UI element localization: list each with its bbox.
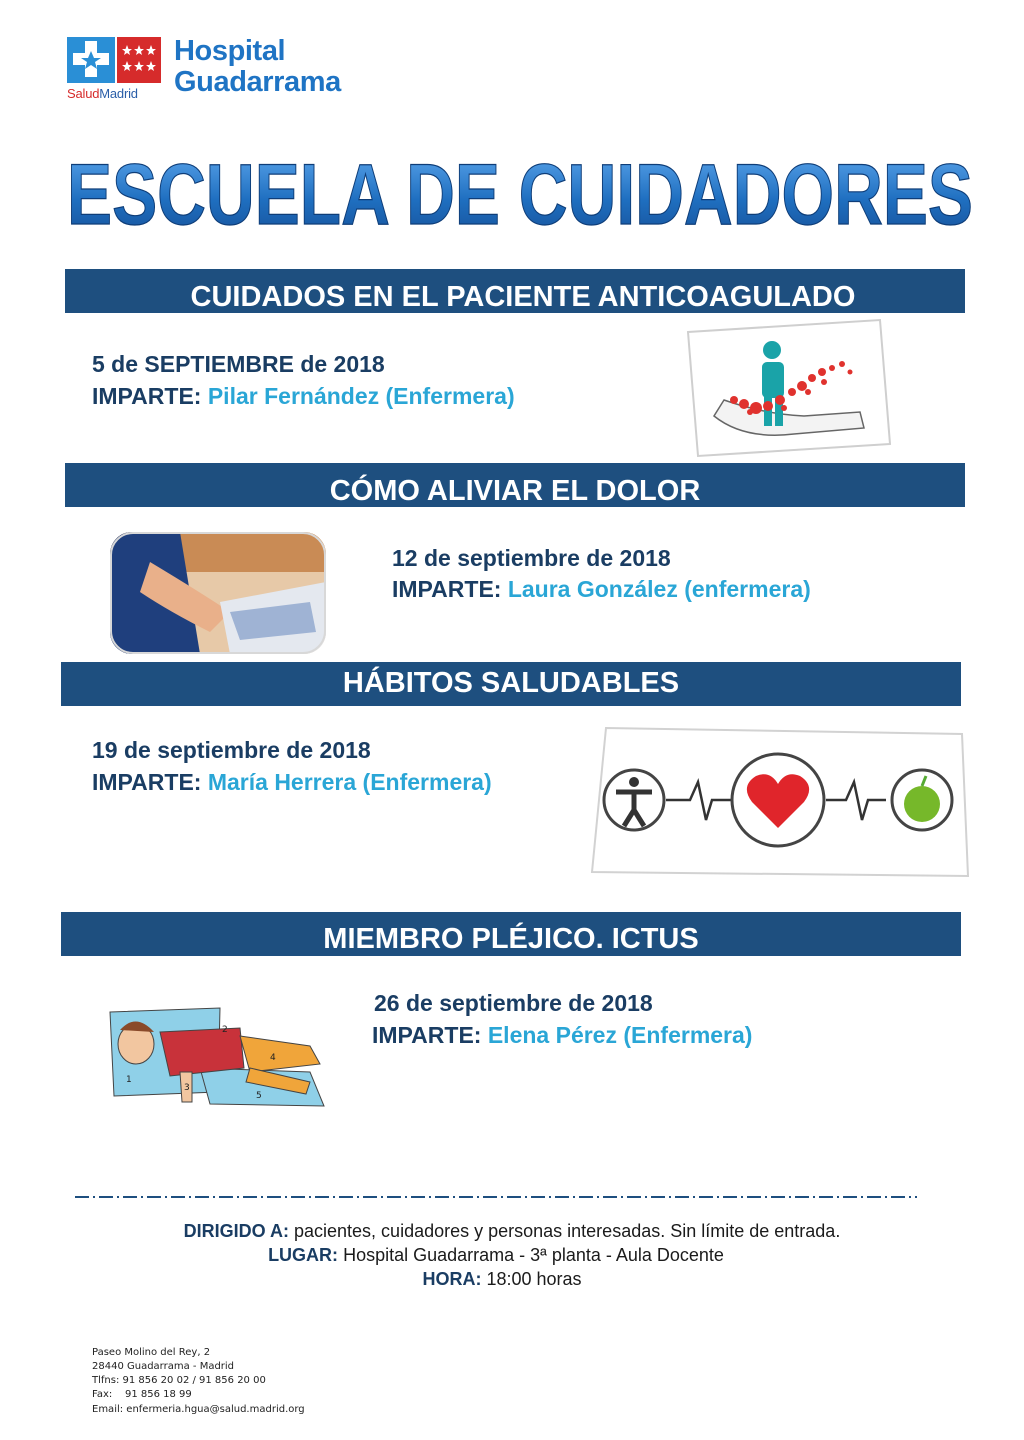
session-speaker: IMPARTE: Pilar Fernández (Enfermera) [92, 383, 515, 409]
anticoagulant-illustration [684, 316, 894, 458]
session-date: 12 de septiembre de 2018 [392, 545, 671, 571]
session-speaker: IMPARTE: María Herrera (Enfermera) [92, 769, 492, 795]
pain-relief-photo [110, 532, 326, 654]
session-date: 5 de SEPTIEMBRE de 2018 [92, 351, 385, 377]
session-date: 26 de septiembre de 2018 [374, 990, 653, 1016]
email-line: Email: enfermeria.hgua@salud.madrid.org [92, 1404, 305, 1415]
time-line: HORA: 18:00 horas [422, 1269, 582, 1289]
dashed-separator [75, 1194, 917, 1200]
section-heading: CÓMO ALIVIAR EL DOLOR [65, 463, 965, 507]
section-heading: CUIDADOS EN EL PACIENTE ANTICOAGULADO [65, 269, 965, 313]
svg-text:5: 5 [256, 1091, 262, 1101]
location-line: LUGAR: Hospital Guadarrama - 3ª planta - Aula Docente [268, 1245, 724, 1265]
hospital-name: Hospital Guadarrama [174, 35, 341, 98]
page-title [0, 132, 1024, 236]
healthy-habits-illustration [590, 724, 970, 880]
salud-madrid-logo [67, 37, 161, 83]
svg-text:2: 2 [222, 1025, 228, 1035]
section-heading: MIEMBRO PLÉJICO. ICTUS [61, 912, 961, 956]
svg-text:1: 1 [126, 1075, 132, 1085]
session-date: 19 de septiembre de 2018 [92, 737, 371, 763]
hemiplegic-positioning-illustration [100, 972, 346, 1138]
svg-text:3: 3 [184, 1083, 190, 1093]
svg-text:ESCUELA DE CUIDADORES: ESCUELA DE CUIDADORES [67, 147, 973, 236]
audience-line: DIRIGIDO A: pacientes, cuidadores y personas interesadas. Sin límite de entrada. [183, 1221, 841, 1241]
svg-text:4: 4 [270, 1053, 276, 1063]
fax-line: Fax: 91 856 18 99 [92, 1389, 192, 1400]
address-line: 28440 Guadarrama - Madrid [92, 1361, 235, 1372]
session-speaker: IMPARTE: Elena Pérez (Enfermera) [372, 1022, 753, 1048]
session-speaker: IMPARTE: Laura González (enfermera) [392, 576, 811, 602]
brand-label: SaludMadrid [67, 86, 138, 101]
address-line: Paseo Molino del Rey, 2 [92, 1347, 211, 1358]
section-heading: HÁBITOS SALUDABLES [61, 662, 961, 706]
phone-line: Tlfns: 91 856 20 02 / 91 856 20 00 [92, 1375, 266, 1386]
